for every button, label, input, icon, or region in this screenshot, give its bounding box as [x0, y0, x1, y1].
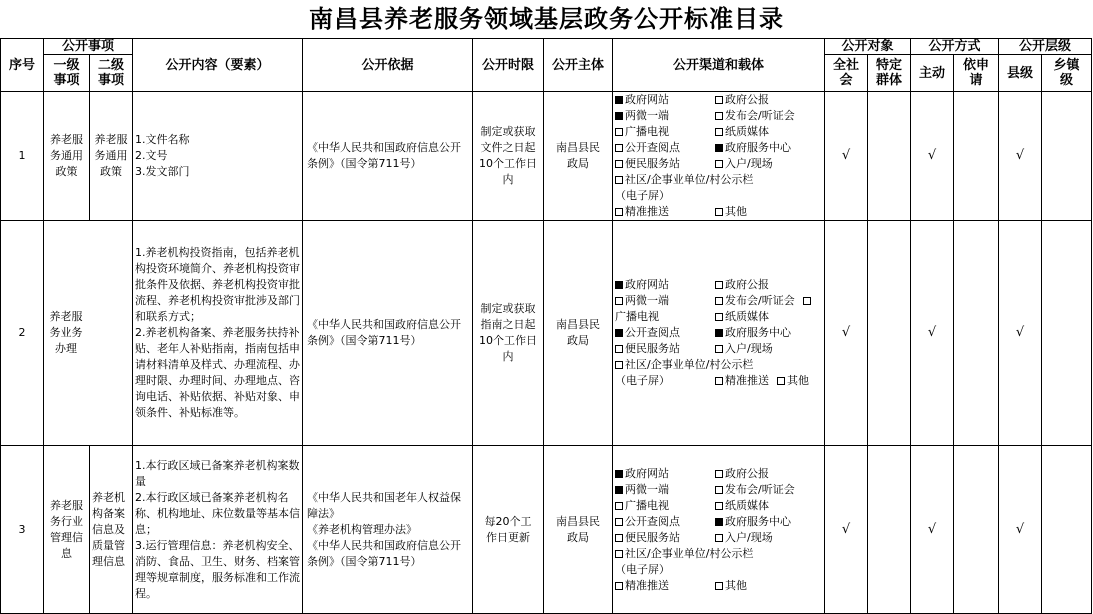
- checkbox-icon: [615, 582, 623, 590]
- row-level1: [44, 221, 133, 446]
- row-subject-text: 南昌县民政局: [556, 141, 601, 170]
- channel-label: 公开查阅点: [625, 141, 681, 154]
- row-time-text: 制定或获取文件之日起10个工作日内: [479, 125, 538, 186]
- channel-label: 发布会/听证会: [725, 109, 795, 122]
- channel-label: 纸质媒体: [725, 498, 770, 512]
- channel-line: [615, 325, 822, 341]
- header-level-town-text: 乡镇级: [1053, 58, 1080, 88]
- basis-line: 《中华人民共和国政府信息公开条例》（国令第711号）: [307, 318, 462, 347]
- level-town-check: [1042, 446, 1092, 614]
- channel-label: 政府服务中心: [725, 514, 792, 528]
- content-line: 3.运行管理信息：养老机构安全、消防、食品、卫生、财务、档案管理等规章制度，服务标准和工作流程。: [135, 538, 301, 600]
- row-subject: [544, 92, 613, 221]
- channel-line: [615, 92, 822, 108]
- level-county-check: √: [999, 92, 1042, 221]
- checkbox-icon: [777, 377, 785, 385]
- checkbox-icon: [715, 377, 723, 385]
- channel-option: [777, 373, 809, 389]
- channel-line: [615, 293, 822, 309]
- channel-option: [615, 514, 707, 530]
- checkbox-icon: [615, 470, 623, 478]
- channel-option: [615, 562, 670, 578]
- channel-label: （电子屏）: [615, 562, 671, 576]
- channel-option: [615, 498, 707, 514]
- target-all-check: √: [825, 92, 868, 221]
- header-target: 公开对象: [825, 39, 911, 55]
- checkbox-icon: [715, 502, 723, 510]
- row-time: [473, 446, 544, 614]
- channel-label: 政府公报: [725, 278, 770, 291]
- channel-option: [715, 514, 791, 530]
- target-all-check: √: [825, 221, 868, 446]
- row-channels: [613, 221, 825, 446]
- content-line: 2.本行政区域已备案养老机构名称、机构地址、床位数量等基本信息；: [135, 490, 301, 536]
- channel-label: （电子屏）: [615, 189, 671, 202]
- basis-line: 《养老机构管理办法》: [307, 522, 418, 536]
- target-specific-check: [868, 446, 911, 614]
- level-town-check: [1042, 221, 1092, 446]
- channel-label: 两微一端: [625, 109, 670, 122]
- channel-line: [615, 514, 822, 530]
- channel-option: [715, 309, 769, 325]
- mode-active-check: √: [911, 92, 954, 221]
- channel-option: [615, 172, 753, 188]
- checkbox-icon: [615, 486, 623, 494]
- catalog-table: [0, 38, 1092, 614]
- channel-label: 广播电视: [625, 125, 670, 138]
- channel-line: [615, 357, 822, 373]
- channel-label: 发布会/听证会: [725, 294, 795, 307]
- channel-label: 政府网站: [625, 278, 670, 291]
- channel-option: [803, 293, 813, 309]
- channel-label: 政府公报: [725, 93, 770, 106]
- channel-option: [615, 578, 707, 594]
- channel-label: 入户/现场: [725, 157, 773, 170]
- row-level1-text: 养老服务通用政策: [50, 133, 83, 178]
- channel-label: 社区/企事业单位/村公示栏: [625, 173, 754, 186]
- checkbox-icon: [615, 128, 623, 136]
- channel-line: [615, 277, 822, 293]
- header-target-all: [825, 55, 868, 92]
- content-line: 1.养老机构投资指南，包括养老机构投资环境简介、养老机构投资审批条件及依据、养老机构投资审批流程、养老机构投资审批涉及部门和联系方式；: [135, 246, 301, 323]
- channel-option: [715, 325, 791, 341]
- content-line: 2.文号: [135, 149, 168, 162]
- mode-active-check: √: [911, 221, 954, 446]
- content-line: 2.养老机构备案、养老服务扶持补贴、老年人补贴指南，指南包括申请材料清单及样式、办理流程、办理时限、办理时间、办理地点、咨询电话、补贴依据、补贴对象、申领条件、补贴标准等。: [135, 326, 301, 419]
- target-specific-check: [868, 221, 911, 446]
- content-line: 1.本行政区域已备案养老机构案数量: [135, 458, 300, 488]
- header-mode-request-text: 依申请: [963, 58, 990, 88]
- channel-label: 公开查阅点: [625, 514, 681, 528]
- channel-option: [715, 92, 769, 108]
- checkbox-icon: [615, 176, 623, 184]
- channel-label: 入户/现场: [725, 530, 773, 544]
- header-items: 公开事项: [44, 39, 133, 55]
- header-seq: 序号: [1, 39, 44, 92]
- channel-label: 其他: [725, 205, 748, 218]
- checkbox-icon: [615, 281, 623, 289]
- channel-option: [715, 140, 791, 156]
- channel-option: [715, 108, 795, 124]
- channel-option: [615, 373, 707, 389]
- checkbox-icon: [615, 518, 623, 526]
- header-level-county: 县级: [999, 55, 1042, 92]
- channel-label: 便民服务站: [625, 342, 681, 355]
- row-subject: [544, 221, 613, 446]
- channel-option: [615, 277, 707, 293]
- row-subject-text: 南昌县民政局: [556, 318, 601, 347]
- channel-option: [615, 108, 707, 124]
- channel-line: [615, 156, 822, 172]
- channel-label: 广播电视: [625, 498, 670, 512]
- channel-option: [715, 277, 769, 293]
- channel-label: 广播电视: [615, 310, 660, 323]
- row-subject: [544, 446, 613, 614]
- content-line: 1.文件名称: [135, 133, 190, 146]
- row-time: [473, 92, 544, 221]
- row-basis: [303, 446, 473, 614]
- channel-line: [615, 466, 822, 482]
- mode-request-check: [954, 92, 999, 221]
- header-level1: [44, 55, 90, 92]
- checkbox-icon: [615, 534, 623, 542]
- row-subject-text: 南昌县民政局: [556, 514, 601, 544]
- channel-option: [715, 578, 747, 594]
- checkbox-icon: [715, 128, 723, 136]
- checkbox-icon: [615, 160, 623, 168]
- checkbox-icon: [715, 518, 723, 526]
- channel-line: [615, 108, 822, 124]
- header-content: [133, 39, 303, 92]
- row-seq: 3: [1, 446, 44, 614]
- mode-request-check: [954, 221, 999, 446]
- level-county-check: √: [999, 221, 1042, 446]
- checkbox-icon: [715, 582, 723, 590]
- channel-label: 政府网站: [625, 93, 670, 106]
- row-channels: [613, 446, 825, 614]
- channel-option: [715, 482, 795, 498]
- channel-line: [615, 124, 822, 140]
- row-level1-text: 养老服务行业管理信息: [50, 498, 83, 560]
- checkbox-icon: [715, 281, 723, 289]
- header-subject: 公开主体: [544, 39, 613, 92]
- row-level2: [90, 92, 133, 221]
- channel-option: [715, 530, 773, 546]
- basis-line: 《中华人民共和国政府信息公开条例》（国令第711号）: [307, 141, 462, 170]
- header-content-text: 公开内容（要素）: [165, 57, 270, 73]
- channel-option: [615, 530, 707, 546]
- channel-option: [615, 156, 707, 172]
- channel-option: [615, 124, 707, 140]
- channel-label: 入户/现场: [725, 342, 773, 355]
- channel-option: [715, 373, 769, 389]
- row-seq: 1: [1, 92, 44, 221]
- channel-label: 精准推送: [725, 374, 770, 387]
- row-time: [473, 221, 544, 446]
- channel-line: [615, 204, 822, 220]
- channel-option: [715, 204, 747, 220]
- channel-option: [615, 482, 707, 498]
- table-row: [1, 221, 1092, 446]
- mode-request-check: [954, 446, 999, 614]
- channel-label: 其他: [725, 578, 748, 592]
- checkbox-icon: [615, 96, 623, 104]
- level-town-check: [1042, 92, 1092, 221]
- channel-option: [715, 466, 769, 482]
- checkbox-icon: [615, 297, 623, 305]
- channel-option: [615, 92, 707, 108]
- channel-line: [615, 578, 822, 594]
- checkbox-icon: [803, 297, 811, 305]
- channel-label: 便民服务站: [625, 157, 681, 170]
- channel-line: [615, 498, 822, 514]
- channel-label: 社区/企事业单位/村公示栏: [625, 358, 754, 371]
- header-level: 公开层级: [999, 39, 1092, 55]
- basis-line: 《中华人民共和国政府信息公开条例》（国令第711号）: [307, 538, 462, 568]
- mode-active-check: √: [911, 446, 954, 614]
- channel-option: [615, 341, 707, 357]
- checkbox-icon: [715, 470, 723, 478]
- channel-label: 政府服务中心: [725, 326, 792, 339]
- channel-option: [715, 293, 795, 309]
- header-mode-active: 主动: [911, 55, 954, 92]
- channel-option: [715, 156, 773, 172]
- channel-label: 公开查阅点: [625, 326, 681, 339]
- channel-option: [615, 204, 707, 220]
- channel-line: [615, 188, 822, 204]
- row-time-text: 制定或获取指南之日起10个工作日内: [479, 302, 538, 363]
- row-level1: [44, 92, 90, 221]
- row-level2-text: 养老服务通用政策: [94, 133, 128, 178]
- channel-label: 精准推送: [625, 205, 670, 218]
- row-content: [133, 221, 303, 446]
- header-target-all-text: 全社会: [833, 58, 860, 88]
- checkbox-icon: [715, 144, 723, 152]
- channel-label: 精准推送: [625, 578, 670, 592]
- channel-line: [615, 482, 822, 498]
- header-level1-text: 一级事项: [53, 58, 80, 88]
- channel-option: [615, 188, 670, 204]
- row-channels: [613, 92, 825, 221]
- channel-line: [615, 172, 822, 188]
- channel-line: [615, 341, 822, 357]
- header-level2: [90, 55, 133, 92]
- channel-label: 便民服务站: [625, 530, 681, 544]
- checkbox-icon: [715, 208, 723, 216]
- channel-line: [615, 530, 822, 546]
- channel-label: （电子屏）: [615, 374, 671, 387]
- row-level1: [44, 446, 90, 614]
- channel-option: [615, 546, 753, 562]
- checkbox-icon: [615, 502, 623, 510]
- header-mode-request: [954, 55, 999, 92]
- channel-label: 发布会/听证会: [725, 482, 795, 496]
- page-title: 南昌县养老服务领域基层政务公开标准目录: [309, 4, 784, 33]
- content-line: 3.发文部门: [135, 165, 190, 178]
- row-time-text: 每20个工作日更新: [484, 514, 532, 544]
- table-row: [1, 446, 1092, 614]
- header-time: 公开时限: [473, 39, 544, 92]
- channel-option: [615, 140, 707, 156]
- checkbox-icon: [715, 313, 723, 321]
- header-mode: 公开方式: [911, 39, 999, 55]
- channel-option: [715, 341, 773, 357]
- checkbox-icon: [715, 112, 723, 120]
- channel-label: 社区/企事业单位/村公示栏: [625, 546, 754, 560]
- checkbox-icon: [615, 208, 623, 216]
- row-content: [133, 92, 303, 221]
- checkbox-icon: [715, 329, 723, 337]
- checkbox-icon: [615, 550, 623, 558]
- header-basis: 公开依据: [303, 39, 473, 92]
- row-level2-text: 养老机构备案信息及质量管理信息: [92, 490, 125, 568]
- level-county-check: √: [999, 446, 1042, 614]
- channel-option: [615, 309, 707, 325]
- channel-option: [615, 466, 707, 482]
- row-level2: [90, 446, 133, 614]
- channel-line: [615, 562, 822, 578]
- channel-line: [615, 373, 822, 389]
- channel-option: [615, 293, 707, 309]
- row-seq: 2: [1, 221, 44, 446]
- checkbox-icon: [615, 345, 623, 353]
- checkbox-icon: [615, 112, 623, 120]
- row-level1-text: 养老服务业务办理: [49, 310, 83, 355]
- basis-line: 《中华人民共和国老年人权益保障法》: [307, 490, 462, 520]
- channel-label: 两微一端: [625, 482, 670, 496]
- channel-option: [715, 124, 769, 140]
- row-basis: [303, 221, 473, 446]
- table-row: [1, 92, 1092, 221]
- checkbox-icon: [615, 361, 623, 369]
- channel-label: 政府公报: [725, 466, 770, 480]
- channel-option: [615, 325, 707, 341]
- checkbox-icon: [715, 160, 723, 168]
- header-level-town: [1042, 55, 1092, 92]
- channel-label: 政府网站: [625, 466, 670, 480]
- channel-label: 纸质媒体: [725, 310, 770, 323]
- channel-line: [615, 140, 822, 156]
- channel-label: 其他: [787, 374, 810, 387]
- header-level2-text: 二级事项: [98, 58, 125, 88]
- row-content: [133, 446, 303, 614]
- channel-label: 两微一端: [625, 294, 670, 307]
- checkbox-icon: [715, 345, 723, 353]
- checkbox-icon: [715, 534, 723, 542]
- checkbox-icon: [615, 329, 623, 337]
- header-target-specific-text: 特定群体: [876, 58, 903, 88]
- checkbox-icon: [615, 144, 623, 152]
- channel-label: 政府服务中心: [725, 141, 792, 154]
- checkbox-icon: [715, 297, 723, 305]
- target-all-check: √: [825, 446, 868, 614]
- channel-label: 纸质媒体: [725, 125, 770, 138]
- header-channel: 公开渠道和载体: [613, 39, 825, 92]
- checkbox-icon: [715, 96, 723, 104]
- channel-line: [615, 546, 822, 562]
- target-specific-check: [868, 92, 911, 221]
- header-target-specific: [868, 55, 911, 92]
- channel-line: [615, 309, 822, 325]
- checkbox-icon: [715, 486, 723, 494]
- channel-option: [615, 357, 753, 373]
- channel-option: [715, 498, 769, 514]
- row-basis: [303, 92, 473, 221]
